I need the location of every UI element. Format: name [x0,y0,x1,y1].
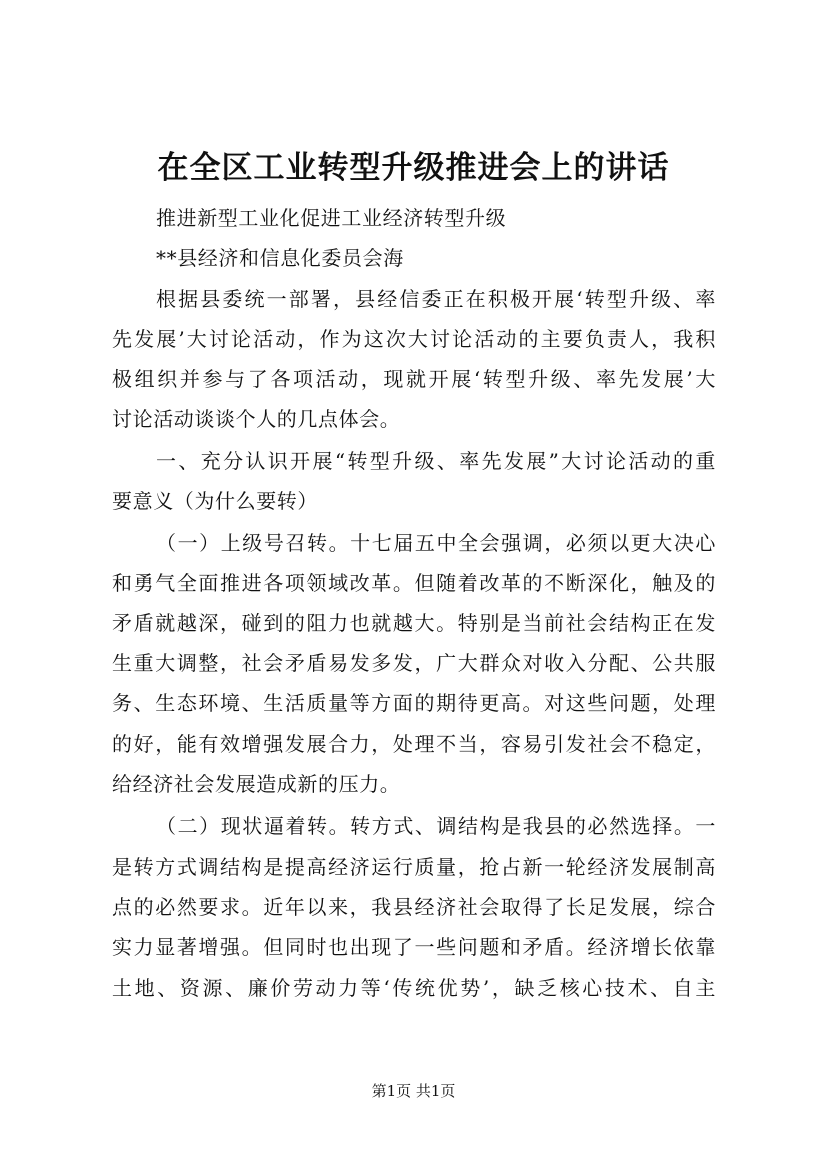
paragraph-line: 实力显著增强。但同时也出现了一些问题和矛盾。经济增长依靠 [112,935,716,959]
paragraph-line: （二）现状逼着转。转方式、调结构是我县的必然选择。一 [156,814,716,838]
paragraph-line: 矛盾就越深，碰到的阻力也就越大。特别是当前社会结构正在发 [112,611,716,635]
page-number: 第1页 共1页 [371,1082,456,1100]
section-heading-line: 要意义（为什么要转） [112,489,318,513]
paragraph-line: 生重大调整，社会矛盾易发多发，广大群众对收入分配、公共服 [112,651,716,675]
paragraph-line: 土地、资源、廉价劳动力等‘传统优势’，缺乏核心技术、自主 [112,976,716,1000]
section-heading-line: 一、充分认识开展“转型升级、率先发展”大讨论活动的重 [156,449,716,473]
document-title: 在全区工业转型升级推进会上的讲话 [157,150,670,186]
paragraph-line: 极组织并参与了各项活动，现就开展‘转型升级、率先发展’大 [112,367,716,391]
document-subtitle: 推进新型工业化促进工业经济转型升级 [156,206,507,230]
paragraph-line: 先发展’大讨论活动，作为这次大讨论活动的主要负责人，我积 [112,327,716,351]
document-author: **县经济和信息化委员会海 [156,246,404,270]
paragraph-line: 给经济社会发展造成新的压力。 [112,772,401,796]
paragraph-line: 是转方式调结构是提高经济运行质量，抢占新一轮经济发展制高 [112,855,716,879]
paragraph-line: 根据县委统一部署，县经信委正在积极开展‘转型升级、率 [156,287,716,311]
paragraph-line: 和勇气全面推进各项领域改革。但随着改革的不断深化，触及的 [112,571,716,595]
paragraph-line: 的好，能有效增强发展合力，处理不当，容易引发社会不稳定， [112,732,716,756]
paragraph-line: 务、生态环境、生活质量等方面的期待更高。对这些问题，处理 [112,691,716,715]
paragraph-line: 点的必然要求。近年以来，我县经济社会取得了长足发展，综合 [112,895,716,919]
paragraph-line: 讨论活动谈谈个人的几点体会。 [112,407,401,431]
paragraph-line: （一）上级号召转。十七届五中全会强调，必须以更大决心 [156,531,716,555]
